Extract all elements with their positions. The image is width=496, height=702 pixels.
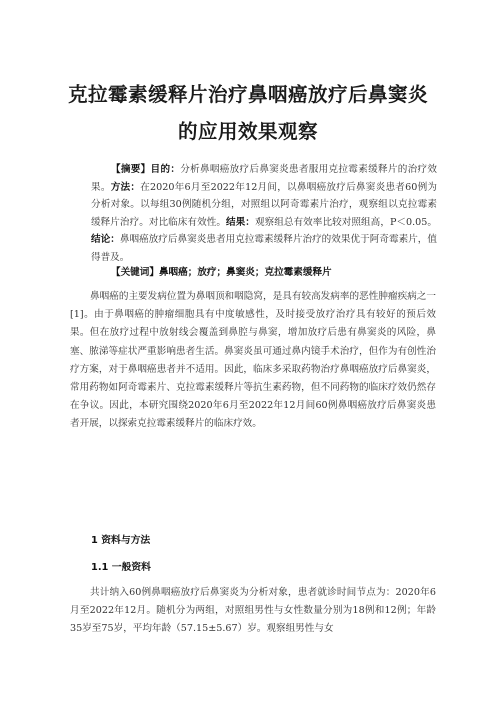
- paper-title: 克拉霉素缓释片治疗鼻咽癌放疗后鼻窦炎的应用效果观察: [67, 83, 428, 143]
- subsection-paragraph: 共计纳入60例鼻咽癌放疗后鼻窦炎为分析对象，患者就诊时间节点为：2020年6月至2022年12月。随机分为两组，对照组男性与女性数量分别为18例和12例；年龄35岁至75岁，平均年龄（57.15±5.67）岁。观察组男性与女: [70, 587, 436, 635]
- methods-label: 方法：: [110, 181, 141, 193]
- subsection-heading: 1.1 一般资料: [91, 562, 151, 573]
- abstract-methods: 在2020年6月至2022年12月间，以鼻咽癌放疗后鼻窦炎患者60例为分析对象。以每组30例随机分组，对照组以阿奇霉素片治疗，观察组以克拉霉素缓释片治疗。对比临床有效性。: [91, 181, 438, 228]
- intro-paragraph: 鼻咽癌的主要发病位置为鼻咽顶和咽隐窝，是具有较高发病率的恶性肿瘤疾病之一[1]。由于鼻咽癌的肿瘤细胞具有中度敏感性，及时接受放疗治疗具有较好的预后效果。但在放疗过程中放射线会覆盖到鼻腔与鼻窦，增加放疗后患有鼻窦炎的风险，鼻塞、脓涕等症状严重影响患者生活。鼻窦炎虽可通过鼻内镜手术治疗，但作为有创性治疗方案，对于鼻咽癌患者并不适用。因此，临床多采取药物治疗鼻咽癌放疗后鼻窦炎，常用药物如阿奇霉素片、克拉霉素缓释片等抗生素药物，但不同药物的临床疗效仍然存在争议。因此，本研究围绕2020年6月至2022年12月间60例鼻咽癌放疗后鼻窦炎患者开展，以探索克拉霉素缓释片的临床疗效。: [70, 291, 436, 430]
- abstract: [91, 161, 437, 266]
- abstract-objective: 分析鼻咽癌放疗后鼻窦炎患者服用克拉霉素缓释片的治疗效果。: [91, 164, 438, 193]
- abstract-results: 观察组总有效率比较对照组高，P＜0.05。: [254, 216, 438, 228]
- abstract-conclusion: 鼻咽癌放疗后鼻窦炎患者用克拉霉素缓释片治疗的效果优于阿奇霉素片，值得普及。: [91, 234, 438, 263]
- conclusion-label: 结论：: [91, 234, 120, 245]
- results-label: 结果：: [226, 216, 255, 228]
- section-heading: 1 资料与方法: [91, 535, 151, 546]
- abstract-label: 【摘要】目的：: [111, 164, 181, 175]
- keywords: 【关键词】鼻咽癌；放疗；鼻窦炎；克拉霉素缓释片: [111, 267, 332, 278]
